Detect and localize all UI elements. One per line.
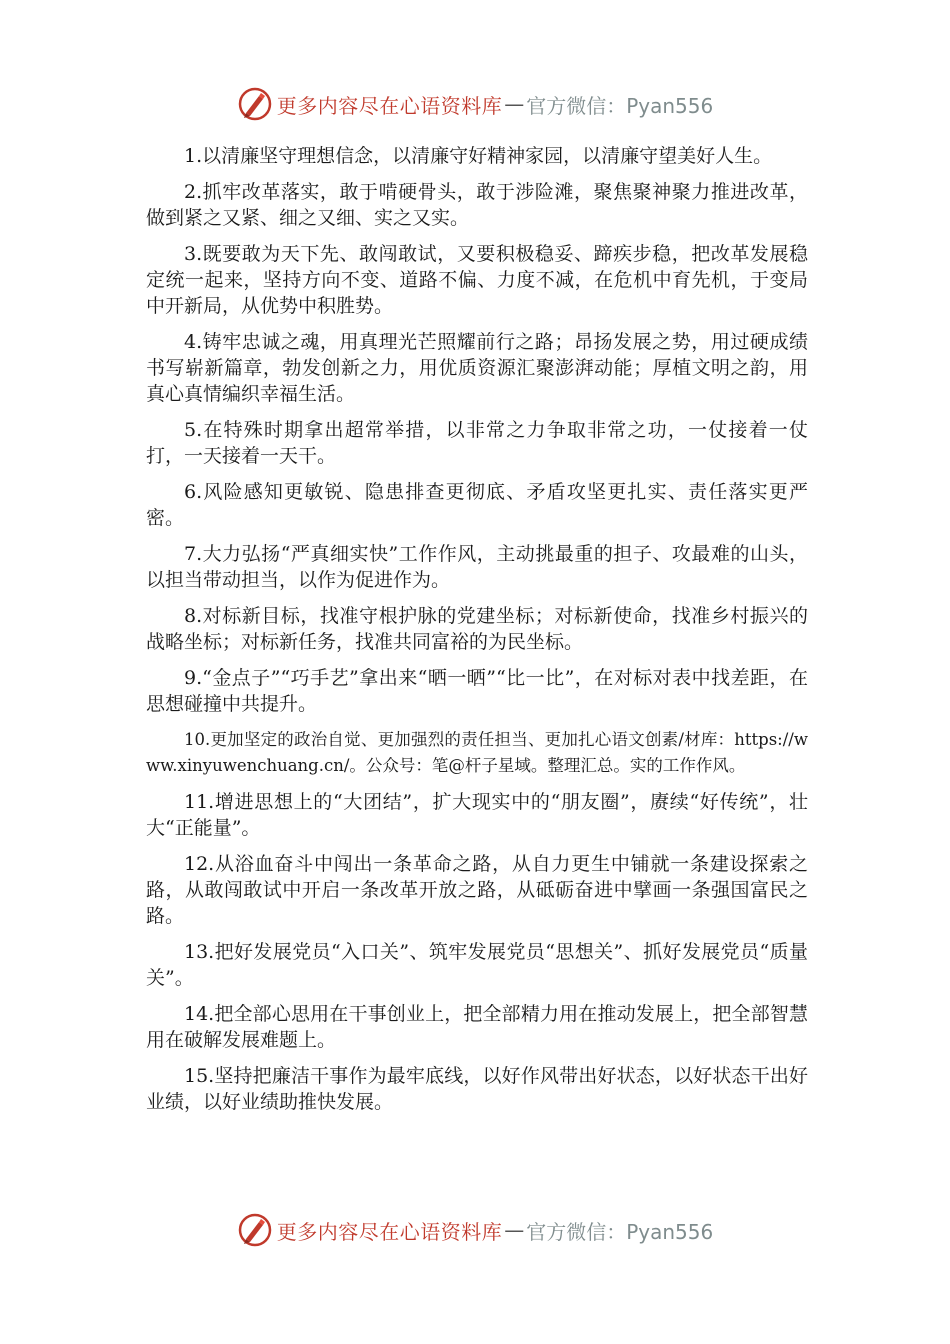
- paragraph-3: 3.既要敢为天下先、敢闯敢试，又要积极稳妥、蹄疾步稳，把改革发展稳定统一起来，坚持方向不变、道路不偏、力度不减，在危机中育先机，于变局中开新局，从优势中积胜势。: [146, 243, 808, 317]
- pen-logo-icon: [237, 86, 273, 122]
- banner-text: 更多内容尽在心语资料库: [276, 93, 503, 118]
- paragraph-15: 15.坚持把廉洁干事作为最牢底线，以好作风带出好状态，以好状态干出好业绩，以好业绩助推快发展。: [146, 1065, 808, 1113]
- pen-logo-icon: [237, 1212, 273, 1248]
- header-banner: [0, 84, 950, 124]
- document-body: [146, 143, 808, 1125]
- banner-wechat: 官方微信：Pyan556: [526, 93, 714, 118]
- paragraph-7: 7.大力弘扬“严真细实快”工作作风，主动挑最重的担子、攻最难的山头，以担当带动担当，以作为促进作为。: [146, 543, 808, 591]
- paragraph-13: 13.把好发展党员“入口关”、筑牢发展党员“思想关”、抓好发展党员“质量关”。: [146, 941, 808, 989]
- paragraph-9: 9.“金点子”“巧手艺”拿出来“晒一晒”“比一比”，在对标对表中找差距，在思想碰撞中共提升。: [146, 667, 808, 715]
- footer-banner: [0, 1210, 950, 1250]
- banner-wechat: 官方微信：Pyan556: [526, 1219, 714, 1244]
- paragraph-6: 6.风险感知更敏锐、隐患排查更彻底、矛盾攻坚更扎实、责任落实更严密。: [146, 481, 808, 529]
- paragraph-5: 5.在特殊时期拿出超常举措，以非常之力争取非常之功，一仗接着一仗打，一天接着一天干。: [146, 419, 808, 467]
- paragraph-10: 10.更加坚定的政治自觉、更加强烈的责任担当、更加扎心语文创素/材库：https://www.xinyuwenchuang.cn/。公众号：笔@杆子星域。整理汇总。实的工作作风。: [146, 730, 808, 775]
- paragraph-1: 1.以清廉坚守理想信念，以清廉守好精神家园，以清廉守望美好人生。: [184, 145, 773, 167]
- paragraph-4: 4.铸牢忠诚之魂，用真理光芒照耀前行之路；昂扬发展之势，用过硬成绩书写崭新篇章，勃发创新之力，用优质资源汇聚澎湃动能；厚植文明之韵，用真心真情编织幸福生活。: [146, 331, 808, 405]
- banner-text: 更多内容尽在心语资料库: [276, 1219, 503, 1244]
- paragraph-14: 14.把全部心思用在干事创业上，把全部精力用在推动发展上，把全部智慧用在破解发展难题上。: [146, 1003, 808, 1051]
- paragraph-11: 11.增进思想上的“大团结”，扩大现实中的“朋友圈”，赓续“好传统”，壮大“正能量”。: [146, 791, 808, 839]
- paragraph-2: 2.抓牢改革落实，敢于啃硬骨头，敢于涉险滩，聚焦聚神聚力推进改革，做到紧之又紧、细之又细、实之又实。: [146, 181, 808, 229]
- banner-dash: —: [504, 1218, 525, 1242]
- banner-dash: —: [504, 92, 525, 116]
- paragraph-12: 12.从浴血奋斗中闯出一条革命之路，从自力更生中铺就一条建设探索之路，从敢闯敢试中开启一条改革开放之路，从砥砺奋进中擘画一条强国富民之路。: [146, 853, 808, 927]
- paragraph-8: 8.对标新目标，找准守根护脉的党建坐标；对标新使命，找准乡村振兴的战略坐标；对标新任务，找准共同富裕的为民坐标。: [146, 605, 808, 653]
